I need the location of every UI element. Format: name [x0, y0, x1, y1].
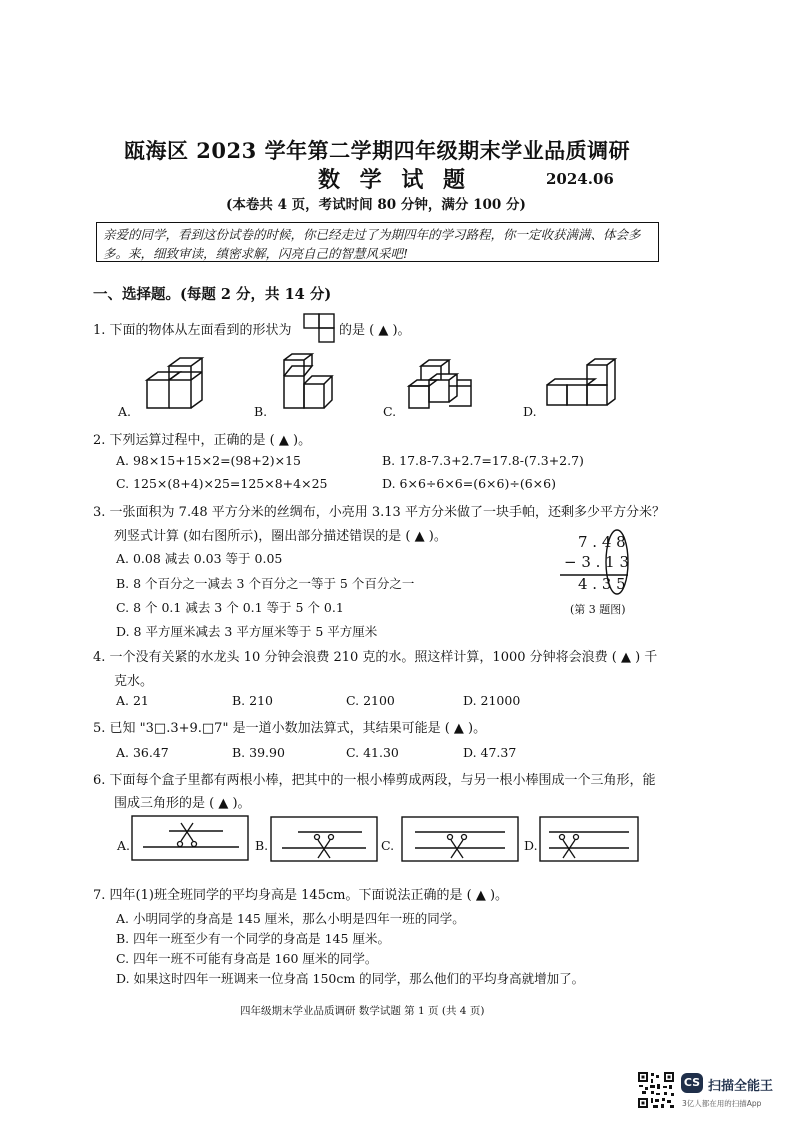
section-title: 一、选择题。(每题 2 分，共 14 分) — [93, 286, 332, 303]
q4-option-b: B. 210 — [232, 693, 273, 708]
q7-option-b: B. 四年一班至少有一个同学的身高是 145 厘米。 — [116, 931, 390, 946]
q2-option-d: D. 6×6÷6×6=(6×6)÷(6×6) — [382, 476, 556, 491]
exam-info: (本卷共 4 页，考试时间 80 分钟，满分 100 分) — [226, 197, 526, 213]
q2-option-b: B. 17.8-7.3+2.7=17.8-(7.3+2.7) — [382, 453, 584, 468]
q1-option-c-cubes — [407, 356, 473, 410]
q3-calc-row-3: 4 . 3 5 — [578, 575, 626, 593]
q3-calc-row-2: − 3 . 1 3 — [564, 553, 630, 571]
q3-stem-1: 3. 一张面积为 7.48 平方分米的丝绸布，小亮用 3.13 平方分米做了一块手帕，还剩多少平方分米？ — [93, 505, 665, 520]
exam-subtitle: 数 学 试 题 — [318, 167, 471, 193]
q2-option-a: A. 98×15+15×2=(98+2)×15 — [116, 453, 302, 468]
q3-circled-digits — [604, 528, 630, 596]
scanner-logo-icon: CS — [681, 1073, 703, 1093]
q6-option-a-label: A. — [117, 838, 131, 853]
q5-option-c: C. 41.30 — [346, 745, 399, 760]
q3-option-b: B. 8 个百分之一减去 3 个百分之一等于 5 个百分之一 — [116, 576, 415, 591]
q7-stem: 7. 四年(1)班全班同学的平均身高是 145cm。下面说法正确的是 ( ▲ )。 — [93, 888, 509, 903]
exam-date: 2024.06 — [546, 170, 614, 188]
scanner-app-name: 扫描全能王 — [708, 1079, 774, 1094]
q2-option-c: C. 125×(8+4)×25=125×8+4×25 — [116, 476, 328, 491]
q4-option-d: D. 21000 — [463, 693, 521, 708]
q7-option-a: A. 小明同学的身高是 145 厘米，那么小明是四年一班的同学。 — [116, 911, 465, 926]
q6-option-b-box — [270, 816, 378, 862]
q5-option-b: B. 39.90 — [232, 745, 285, 760]
q6-stem-1: 6. 下面每个盒子里都有两根小棒，把其中的一根小棒剪成两段，与另一根小棒围成一个三角形，能 — [93, 773, 656, 788]
q6-option-d-box — [539, 816, 639, 862]
q5-option-a: A. 36.47 — [116, 745, 169, 760]
q3-figure-caption: (第 3 题图) — [570, 603, 626, 616]
page-footer: 四年级期末学业品质调研 数学试题 第 1 页 (共 4 页) — [240, 1005, 485, 1017]
q3-option-a: A. 0.08 减去 0.03 等于 0.05 — [116, 551, 283, 566]
q3-stem-2: 列竖式计算 (如右图所示)，圈出部分描述错误的是 ( ▲ )。 — [114, 529, 447, 544]
q1-option-d-label: D. — [523, 404, 537, 419]
q1-option-c-label: C. — [383, 404, 397, 419]
q1-option-d-cubes — [545, 357, 617, 407]
q1-stem: 1. 下面的物体从左面看到的形状为 — [93, 323, 292, 338]
q4-stem-2: 克水。 — [114, 674, 154, 689]
q6-stem-2: 围成三角形的是 ( ▲ )。 — [114, 796, 251, 811]
q7-option-c: C. 四年一班不可能有身高是 160 厘米的同学。 — [116, 951, 378, 966]
q4-option-c: C. 2100 — [346, 693, 395, 708]
q5-option-d: D. 47.37 — [463, 745, 517, 760]
exam-title: 瓯海区 2023 学年第二学期四年级期末学业品质调研 — [124, 138, 631, 163]
q6-option-a-box — [131, 815, 249, 861]
q1-left-view-icon — [303, 313, 335, 343]
scanner-tagline: 3亿人都在用的扫描App — [682, 1099, 762, 1108]
q2-stem: 2. 下列运算过程中，正确的是 ( ▲ )。 — [93, 433, 312, 448]
qr-code-icon — [637, 1071, 675, 1109]
q1-option-b-label: B. — [254, 404, 268, 419]
q5-stem: 5. 已知 "3□.3+9.□7" 是一道小数加法算式，其结果可能是 ( ▲ )。 — [93, 721, 487, 736]
q6-option-d-label: D. — [524, 838, 538, 853]
q1-option-b-cubes — [282, 354, 344, 410]
q6-option-c-box — [401, 816, 519, 862]
q6-option-b-label: B. — [255, 838, 269, 853]
q3-option-d: D. 8 平方厘米减去 3 平方厘米等于 5 平方厘米 — [116, 624, 378, 639]
q4-option-a: A. 21 — [116, 693, 149, 708]
notice-box: 亲爱的同学，看到这份试卷的时候，你已经走过了为期四年的学习路程，你一定收获满满、体会多多。来，细致审读，缜密求解，闪亮自己的智慧风采吧! — [96, 222, 659, 262]
q7-option-d: D. 如果这时四年一班调来一位身高 150cm 的同学，那么他们的平均身高就增加了。 — [116, 971, 585, 986]
q3-calc-row-1: 7 . 4 8 — [578, 533, 626, 551]
q6-option-c-label: C. — [381, 838, 395, 853]
q1-option-a-label: A. — [118, 404, 132, 419]
q4-stem-1: 4. 一个没有关紧的水龙头 10 分钟会浪费 210 克的水。照这样计算，1000 分钟将会浪费 ( ▲ ) 千 — [93, 650, 658, 665]
q3-option-c: C. 8 个 0.1 减去 3 个 0.1 等于 5 个 0.1 — [116, 600, 344, 615]
q1-stem-end: 的是 ( ▲ )。 — [339, 323, 411, 338]
q1-option-a-cubes — [145, 352, 215, 410]
